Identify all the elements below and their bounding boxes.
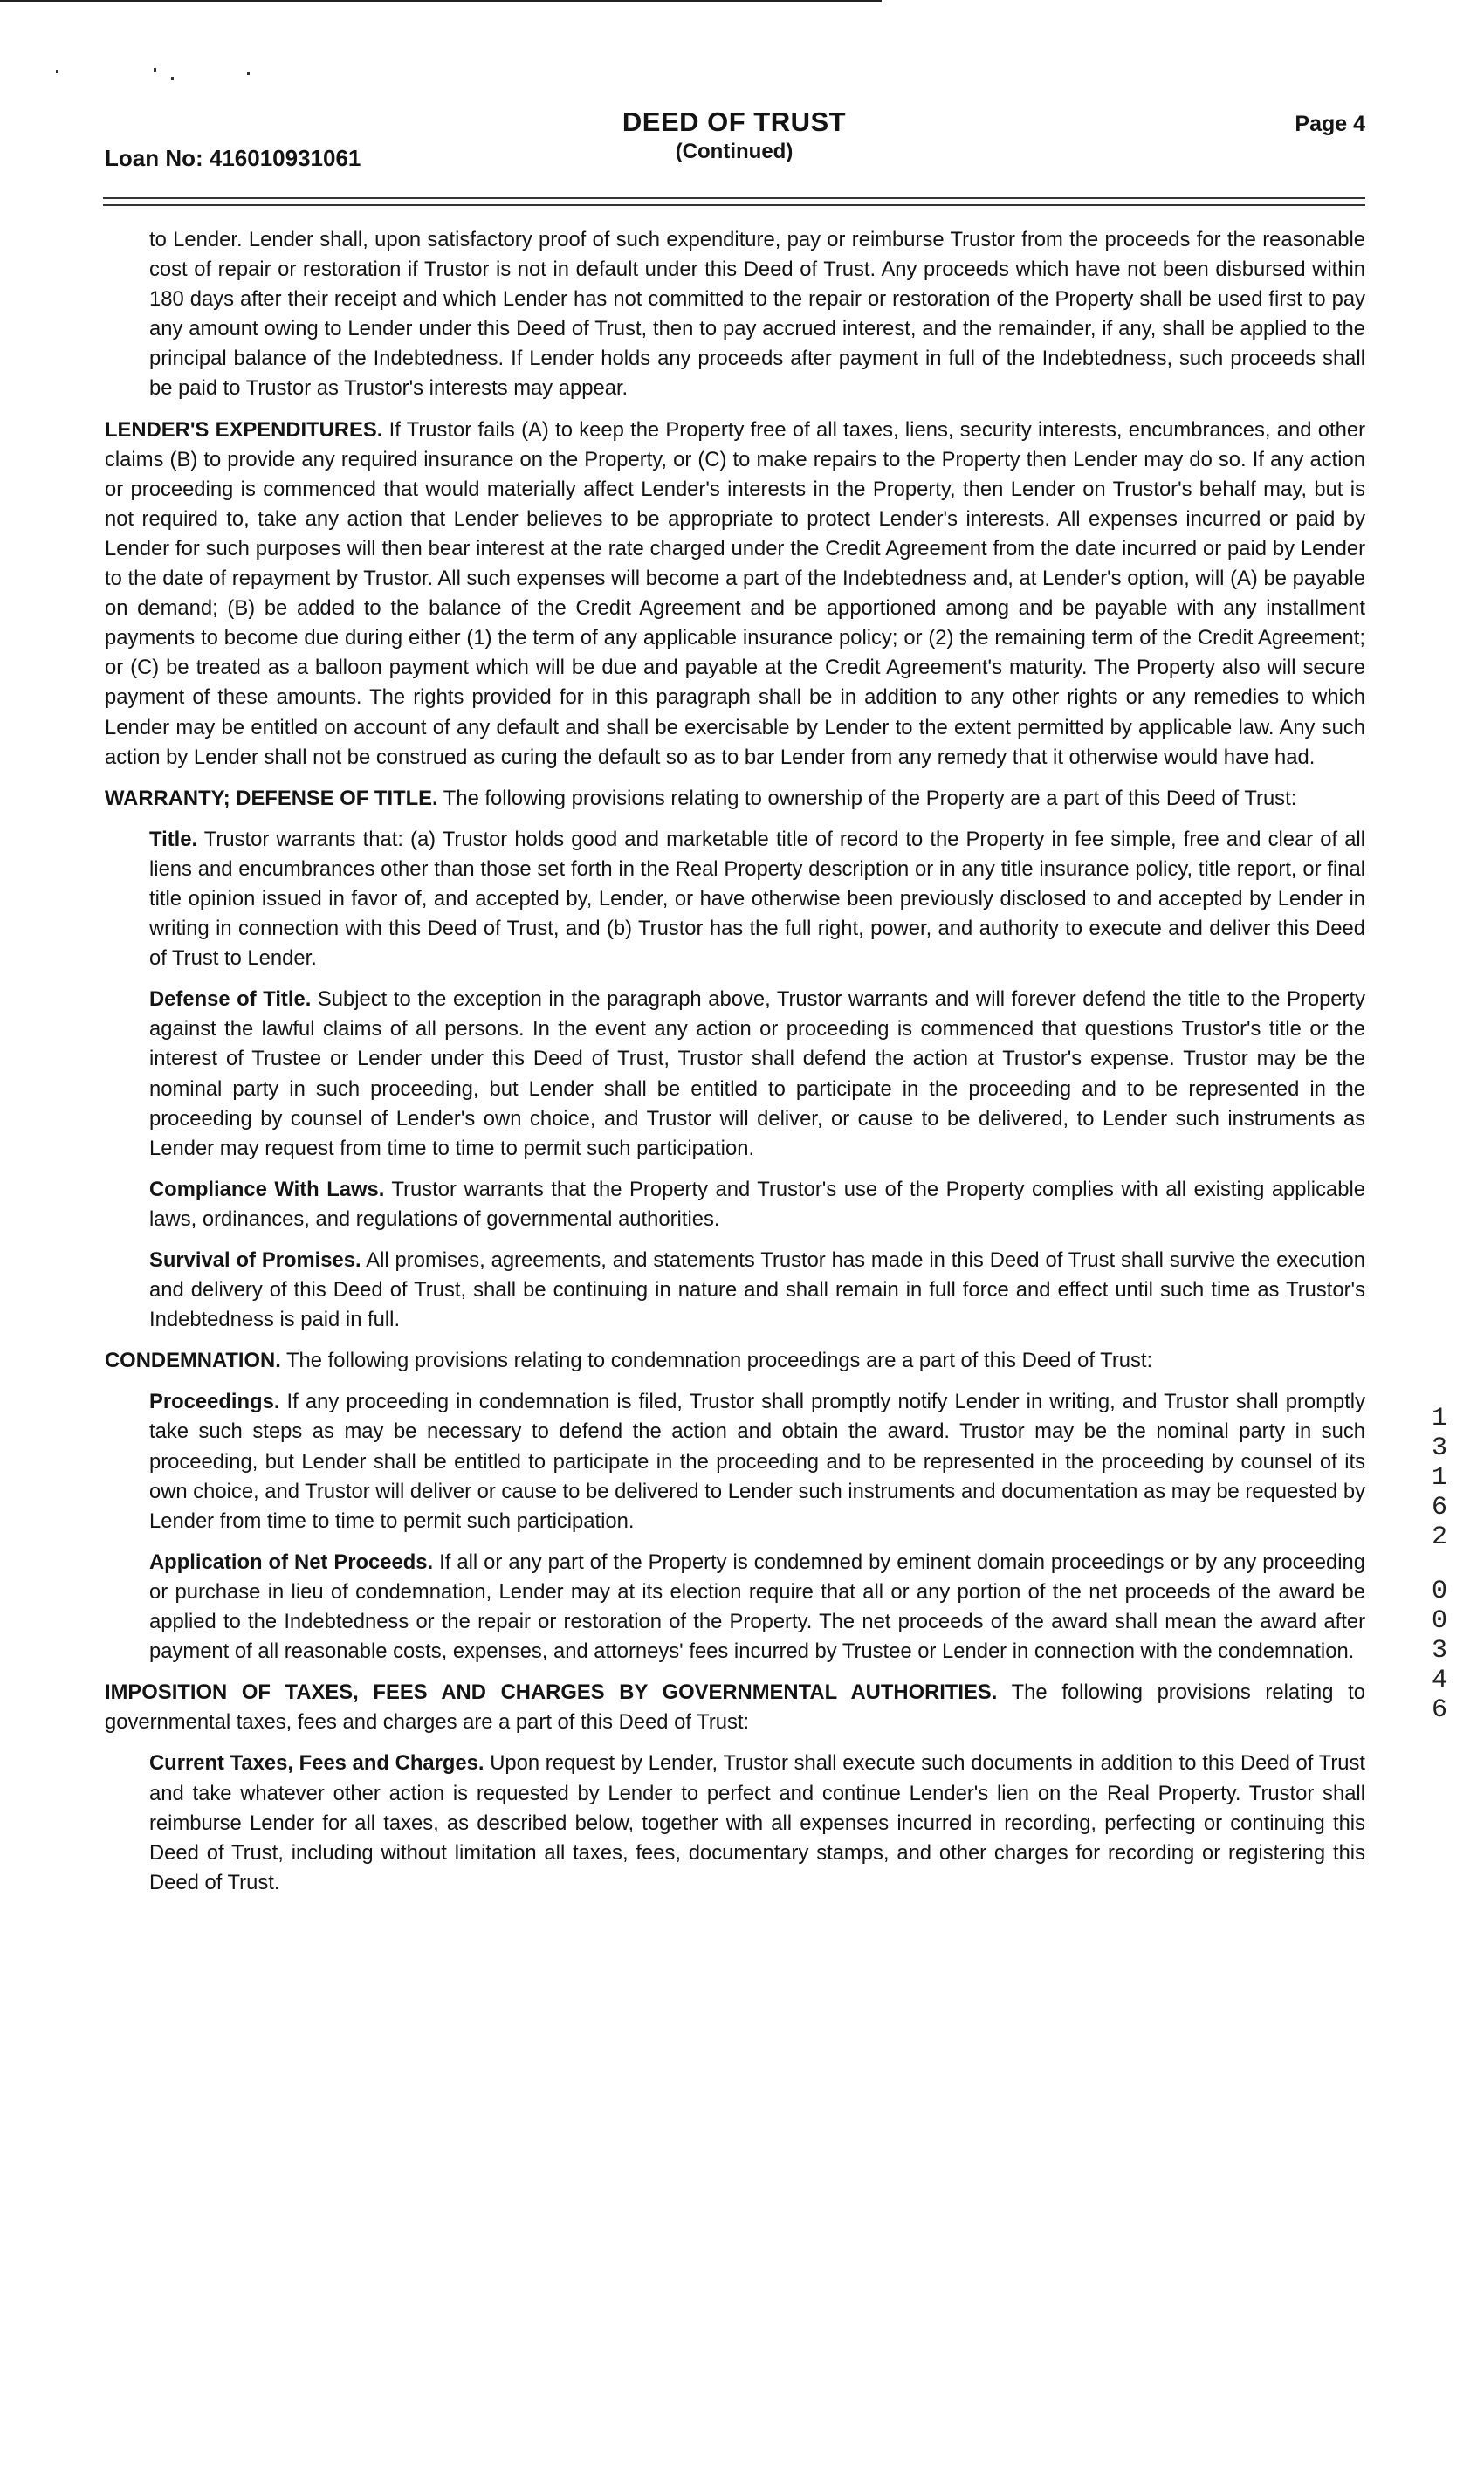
- subsection-survival: [149, 1246, 1365, 1335]
- subsection-defense-of-title: [149, 985, 1365, 1164]
- section-warranty: [105, 784, 1365, 814]
- subsection-net-proceeds: [149, 1548, 1365, 1667]
- section-condemnation: [105, 1346, 1365, 1376]
- subsection-text: Trustor warrants that the Property and Trustor's use of the Property complies with all existing applicable laws, ordinances, and regulations of governmental authorities.: [149, 1177, 1365, 1231]
- margin-recording-stamp: [1426, 1404, 1453, 1725]
- stamp-digit: 2: [1431, 1522, 1447, 1552]
- document-subtitle: (Continued): [675, 140, 794, 163]
- subsection-heading: Application of Net Proceeds.: [149, 1550, 434, 1574]
- subsection-current-taxes: [149, 1749, 1365, 1897]
- scan-speck: [247, 72, 250, 75]
- loan-number: Loan No: 416010931061: [105, 145, 361, 171]
- page-header: [103, 107, 1365, 176]
- section-text: The following provisions relating to ownership of the Property are a part of this Deed of Trust:: [437, 786, 1297, 810]
- subsection-proceedings: [149, 1387, 1365, 1536]
- section-heading: CONDEMNATION.: [105, 1349, 281, 1373]
- section-heading: IMPOSITION OF TAXES, FEES AND CHARGES BY GOVERNMENTAL AUTHORITIES.: [105, 1680, 998, 1705]
- paragraph-continued: to Lender. Lender shall, upon satisfactory proof of such expenditure, pay or reimburse Trustor from the proceeds for the reasonable cost of repair or restoration if Trustor is not in default under this Deed of Trust. Any proceeds which have not been disbursed within 180 days after their receipt and which Lender has not committed to the repair or restoration of the Property shall be used first to pay any amount owing to Lender under this Deed of Trust, then to pay accrued interest, and the remainder, if any, shall be applied to the principal balance of the Indebtedness. If Lender holds any proceeds after payment in full of the Indebtedness, such proceeds shall be paid to Trustor as Trustor's interests may appear.: [149, 228, 1365, 401]
- scan-speck: [154, 68, 156, 72]
- section-text: The following provisions relating to governmental taxes, fees and charges are a part of this Deed of Trust:: [105, 1680, 1366, 1735]
- scan-speck: [56, 70, 58, 73]
- subsection-heading: Defense of Title.: [149, 987, 312, 1012]
- subsection-heading: Title.: [149, 827, 198, 851]
- section-heading: WARRANTY; DEFENSE OF TITLE.: [105, 786, 438, 810]
- section-lenders-expenditures: [105, 416, 1365, 773]
- section-heading: LENDER'S EXPENDITURES.: [105, 417, 383, 442]
- document-title: DEED OF TRUST: [622, 107, 847, 137]
- subsection-text: Upon request by Lender, Trustor shall execute such documents in addition to this Deed of Trust and take whatever other action is requested by Lender to perfect and continue Lender's lien on the Real Property. Trustor shall reimburse Lender for all taxes, as described below, together with all expenses incurred in recording, perfecting or continuing this Deed of Trust, including without limitation all taxes, fees, documentary stamps, and other charges for recording or registering this Deed of Trust.: [149, 1751, 1365, 1894]
- stamp-digit: 3: [1431, 1433, 1447, 1463]
- subsection-text: If all or any part of the Property is condemned by eminent domain proceedings or by any proceeding or purchase in lieu of condemnation, Lender may at its election require that all or any portion of the net proceeds of the award be applied to the Indebtedness or the repair or restoration of the Property. The net proceeds of the award shall mean the award after payment of all reasonable costs, expenses, and attorneys' fees incurred by Trustee or Lender in connection with the condemnation.: [149, 1550, 1365, 1664]
- subsection-compliance: [149, 1175, 1365, 1234]
- subsection-title: [149, 825, 1365, 973]
- stamp-digit: 1: [1431, 1463, 1447, 1493]
- document-body: [105, 225, 1365, 1909]
- subsection-text: Trustor warrants that: (a) Trustor holds good and marketable title of record to the Property in fee simple, free and clear of all liens and encumbrances other than those set forth in the Real Property description or in any title insurance policy, title report, or final title opinion issued in favor of, and accepted by, Lender, or have otherwise been previously disclosed to and accepted by Lender in writing in connection with this Deed of Trust, and (b) Trustor has the full right, power, and authority to execute and deliver this Deed of Trust to Lender.: [149, 827, 1365, 971]
- subsection-heading: Proceedings.: [149, 1390, 280, 1414]
- title-block: [103, 107, 1365, 164]
- top-edge-rule: [0, 0, 882, 2]
- subsection-heading: Survival of Promises.: [149, 1248, 361, 1272]
- subsection-heading: Compliance With Laws.: [149, 1177, 385, 1201]
- stamp-digit: 1: [1431, 1404, 1447, 1433]
- stamp-digit: 4: [1431, 1666, 1447, 1695]
- stamp-digit: 3: [1431, 1636, 1447, 1666]
- stamp-gap: [1426, 1552, 1453, 1577]
- page-number: Page 4: [1295, 112, 1365, 136]
- subsection-text: Subject to the exception in the paragraph above, Trustor warrants and will forever defend the title to the Property against the lawful claims of all persons. In the event any action or proceeding is commenced that questions Trustor's title or the interest of Trustee or Lender under this Deed of Trust, Trustor shall defend the action at Trustor's expense. Trustor may be the nominal party in such proceeding, but Lender shall be entitled to participate in the proceeding and to be represented in the proceeding by counsel of Lender's own choice, and Trustor will deliver, or cause to be delivered, to Lender such instruments as Lender may request from time to time to permit such participation.: [149, 987, 1365, 1160]
- section-taxes: [105, 1678, 1365, 1737]
- stamp-digit: 6: [1431, 1493, 1447, 1522]
- scan-speck: [171, 77, 174, 80]
- stamp-digit: 0: [1431, 1577, 1447, 1606]
- subsection-text: If any proceeding in condemnation is filed, Trustor shall promptly notify Lender in writing, and Trustor shall promptly take such steps as may be necessary to defend the action and obtain the award. Trustor may be the nominal party in such proceeding, but Lender shall be entitled to participate in the proceeding and to be represented in the proceeding by counsel of its own choice, and Trustor will deliver or cause to be delivered to Lender such instruments and documentation as may be requested by Lender from time to time to permit such participation.: [149, 1390, 1365, 1533]
- stamp-digit: 6: [1431, 1695, 1447, 1725]
- section-text: The following provisions relating to condemnation proceedings are a part of this Deed of Trust:: [280, 1349, 1153, 1373]
- section-text: If Trustor fails (A) to keep the Property free of all taxes, liens, security interests, encumbrances, and other claims (B) to provide any required insurance on the Property, or (C) to make repairs to the Property then Lender may do so. If any action or proceeding is commenced that would materially affect Lender's interests in the Property, then Lender on Trustor's behalf may, but is not required to, take any action that Lender believes to be appropriate to protect Lender's interests. All expenses incurred or paid by Lender for such purposes will then bear interest at the rate charged under the Credit Agreement from the date incurred or paid by Lender to the date of repayment by Trustor. All such expenses will become a part of the Indebtedness and, at Lender's option, will (A) be payable on demand; (B) be added to the balance of the Credit Agreement and be apportioned among and be payable with any installment payments to become due during either (1) the term of any applicable insurance policy; or (2) the remaining term of the Credit Agreement; or (C) be treated as a balloon payment which will be due and payable at the Credit Agreement's maturity. The Property also will secure payment of these amounts. The rights provided for in this paragraph shall be in addition to any other rights or any remedies to which Lender may be entitled on account of any default and shall be exercisable by Lender to the extent permitted by applicable law. Any such action by Lender shall not be construed as curing the default so as to bar Lender from any remedy that it otherwise would have had.: [105, 417, 1366, 769]
- subsection-heading: Current Taxes, Fees and Charges.: [149, 1751, 484, 1776]
- header-divider: [103, 197, 1365, 206]
- stamp-digit: 0: [1431, 1606, 1447, 1636]
- subsection-text: All promises, agreements, and statements Trustor has made in this Deed of Trust shall survive the execution and delivery of this Deed of Trust, shall be continuing in nature and shall remain in full force and effect until such time as Trustor's Indebtedness is paid in full.: [149, 1248, 1365, 1332]
